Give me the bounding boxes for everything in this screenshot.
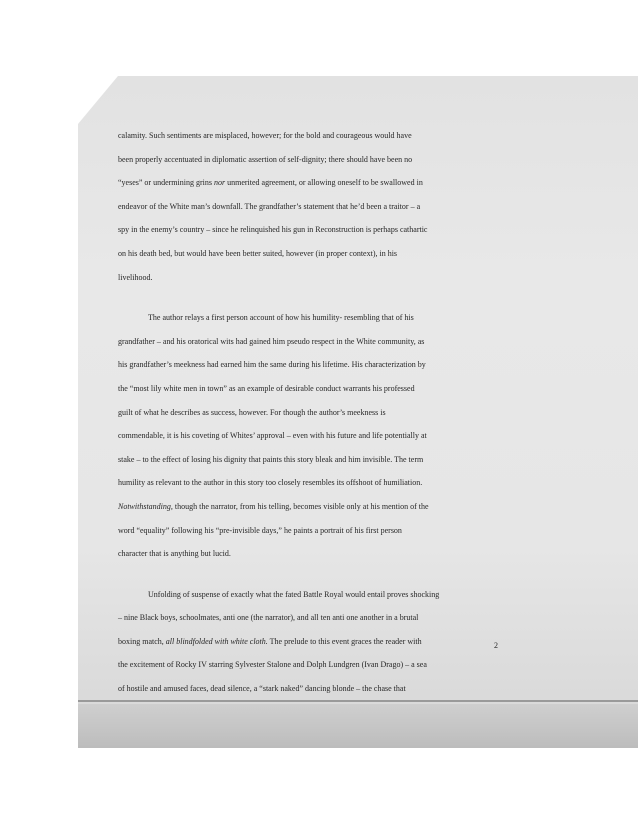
text-line: of hostile and amused faces, dead silence, a “stark naked” dancing blonde – the chase that bbox=[118, 684, 406, 694]
text-line: stake – to the effect of losing his dignity that paints this story bleak and him invisible. The term bbox=[118, 454, 424, 464]
body-text bbox=[118, 124, 490, 701]
text-line: grandfather – and his oratorical wits had gained him pseudo respect in the White community, as bbox=[118, 336, 425, 346]
text-line: guilt of what he describes as success, however. For though the author’s meekness is bbox=[118, 407, 386, 417]
folded-corner bbox=[78, 76, 118, 124]
text-line: endeavor of the White man’s downfall. The grandfather’s statement that he’d been a traitor – a bbox=[118, 201, 421, 211]
scan-shadow-band bbox=[78, 704, 638, 748]
text-line: The author relays a first person account of how his humility- resembling that of his bbox=[148, 313, 414, 323]
text-line: commendable, it is his coveting of Whites’ approval – even with his future and life potentially at bbox=[118, 431, 427, 441]
paragraph-2 bbox=[118, 306, 490, 566]
text-line: spy in the enemy’s country – since he relinquished his gun in Reconstruction is perhaps cathartic bbox=[118, 225, 428, 235]
text-line: word “equality” following his “pre-invisible days,” he paints a portrait of his first person bbox=[118, 525, 402, 535]
paragraph-1 bbox=[118, 124, 490, 289]
text-line: “yeses” or undermining grins nor unmerited agreement, or allowing oneself to be swallowed in bbox=[118, 178, 423, 188]
text-line: been properly accentuated in diplomatic assertion of self-dignity; there should have been no bbox=[118, 154, 413, 164]
page-number: 2 bbox=[494, 641, 498, 650]
text-line: character that is anything but lucid. bbox=[118, 549, 231, 559]
text-line: the excitement of Rocky IV starring Sylvester Stalone and Dolph Lundgren (Ivan Drago) – a sea bbox=[118, 660, 427, 670]
text-line: boxing match, all blindfolded with white cloth. The prelude to this event graces the reader with bbox=[118, 636, 422, 646]
text-line: – nine Black boys, schoolmates, anti one (the narrator), and all ten anti one another in a brutal bbox=[118, 613, 419, 623]
text-line: calamity. Such sentiments are misplaced, however; for the bold and courageous would have bbox=[118, 131, 412, 140]
text-line: on his death bed, but would have been better suited, however (in proper context), in his bbox=[118, 248, 398, 258]
paragraph-3 bbox=[118, 583, 490, 701]
text-line: his grandfather’s meekness had earned him the same during his lifetime. His characterization by bbox=[118, 360, 426, 370]
text-line: humility as relevant to the author in this story too closely resembles its offshoot of humiliation. bbox=[118, 478, 423, 488]
text-line: livelihood. bbox=[118, 272, 153, 282]
text-line: the “most lily white men in town” as an example of desirable conduct warrants his professed bbox=[118, 383, 415, 393]
text-line: Unfolding of suspense of exactly what the fated Battle Royal would entail proves shocking bbox=[148, 589, 440, 599]
text-line: Notwithstanding, though the narrator, from his telling, becomes visible only at his mention of the bbox=[118, 501, 429, 511]
